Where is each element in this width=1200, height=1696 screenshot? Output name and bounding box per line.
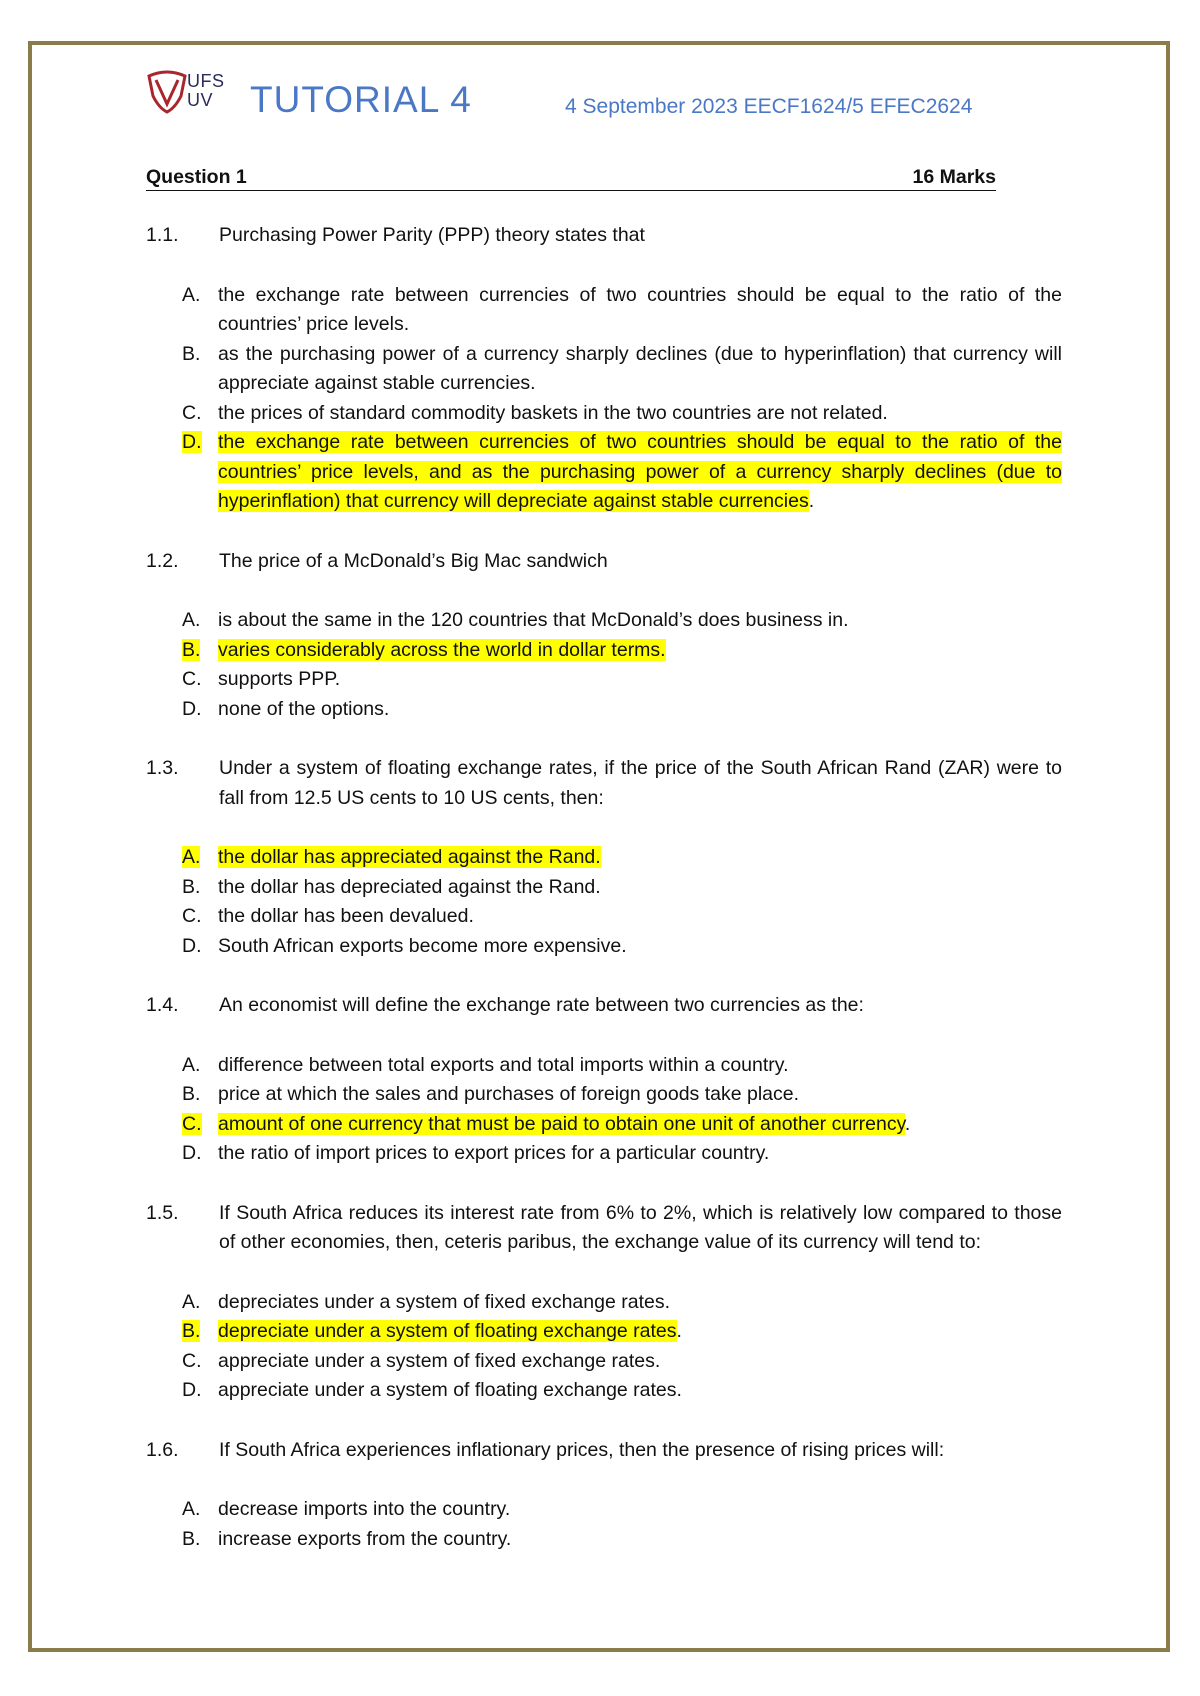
item-number: 1.5. xyxy=(146,1201,179,1224)
question-item xyxy=(146,1436,1062,1466)
option-suffix: . xyxy=(676,1320,682,1342)
option-list xyxy=(146,1051,1062,1169)
option-text: the exchange rate between currencies of two countries should be equal to the ratio of the countries’ price levels. xyxy=(218,283,1062,335)
question-item xyxy=(146,221,1062,251)
option-text-highlighted: amount of one currency that must be paid to obtain one unit of another currency xyxy=(218,1112,905,1135)
course-info: 4 September 2023 EECF1624/5 EFEC2624 xyxy=(565,95,973,118)
option-letter: B. xyxy=(182,875,201,898)
option-row xyxy=(182,695,1062,725)
option-row xyxy=(182,399,1062,429)
option-row xyxy=(182,606,1062,636)
option-letter: A. xyxy=(182,1498,201,1520)
option-letter: B. xyxy=(182,342,201,365)
question-label: Question 1 xyxy=(146,166,247,188)
item-number: 1.6. xyxy=(146,1438,179,1461)
option-text: the dollar has been devalued. xyxy=(218,905,474,927)
option-letter: C. xyxy=(182,1349,202,1372)
option-row xyxy=(182,1139,1062,1169)
ufs-logo xyxy=(145,70,245,120)
option-letter: B. xyxy=(182,1083,201,1105)
logo-text-ufs: UFS xyxy=(187,71,225,91)
option-text-highlighted: the dollar has appreciated against the Rand. xyxy=(218,846,601,868)
item-number: 1.1. xyxy=(146,224,179,246)
option-list xyxy=(146,606,1062,724)
option-row xyxy=(182,1080,1062,1110)
question-item xyxy=(146,547,1062,577)
item-stem: Under a system of floating exchange rates, if the price of the South African Rand (ZAR) were to fall from 12.5 US cents to 10 US cents, then: xyxy=(219,757,1062,809)
option-row xyxy=(182,1051,1062,1081)
document-body xyxy=(146,164,1062,1554)
item-number: 1.4. xyxy=(146,994,179,1016)
item-stem: An economist will define the exchange rate between two currencies as the: xyxy=(219,994,864,1016)
option-letter: B. xyxy=(182,638,201,661)
option-letter: D. xyxy=(182,431,202,453)
option-suffix: . xyxy=(808,490,815,512)
option-text: price at which the sales and purchases of foreign goods take place. xyxy=(218,1083,800,1105)
option-letter: D. xyxy=(182,934,202,957)
option-row xyxy=(182,281,1062,340)
option-text: none of the options. xyxy=(218,697,390,720)
option-list xyxy=(146,1288,1062,1406)
option-row xyxy=(182,873,1062,903)
option-letter: A. xyxy=(182,609,201,631)
option-letter: A. xyxy=(182,283,201,306)
option-row xyxy=(182,340,1062,399)
logo-wordmark xyxy=(187,72,225,110)
option-letter: A. xyxy=(182,846,201,868)
option-text: increase exports from the country. xyxy=(218,1527,512,1550)
option-row xyxy=(182,636,1062,666)
logo-text-uv: UV xyxy=(187,90,214,110)
option-text: is about the same in the 120 countries that McDonald’s does business in. xyxy=(218,609,849,631)
option-letter: C. xyxy=(182,401,202,424)
question-heading xyxy=(146,164,996,191)
question-items xyxy=(146,221,1062,1554)
option-list xyxy=(146,1495,1062,1554)
option-text: decrease imports into the country. xyxy=(218,1498,511,1520)
option-row xyxy=(182,1288,1062,1318)
option-text: appreciate under a system of fixed exchange rates. xyxy=(218,1349,661,1372)
option-letter: B. xyxy=(182,1527,201,1550)
option-text: depreciates under a system of fixed exchange rates. xyxy=(218,1290,671,1313)
option-letter: D. xyxy=(182,1142,202,1164)
question-item xyxy=(146,1199,1062,1258)
option-text-highlighted: the exchange rate between currencies of two countries should be equal to the ratio of the countries’ price levels, and as the purchasing power of a currency sharply declines (due to hyperinflation) that currency will depreciate against stable currencies xyxy=(218,431,1062,512)
question-item xyxy=(146,754,1062,813)
option-row xyxy=(182,665,1062,695)
option-letter: C. xyxy=(182,668,202,690)
item-stem: Purchasing Power Parity (PPP) theory states that xyxy=(219,224,645,246)
document-header xyxy=(145,70,1045,130)
option-letter: A. xyxy=(182,1053,201,1076)
item-stem: If South Africa reduces its interest rate from 6% to 2%, which is relatively low compared to those of other economies, then, ceteris paribus, the exchange value of its currency will tend to: xyxy=(219,1201,1062,1253)
option-row xyxy=(182,1110,1062,1140)
item-number: 1.2. xyxy=(146,549,179,572)
option-row xyxy=(182,428,1062,517)
option-text: difference between total exports and total imports within a country. xyxy=(218,1053,789,1076)
tutorial-title: TUTORIAL 4 xyxy=(250,79,472,120)
question-marks: 16 Marks xyxy=(912,166,996,188)
ufs-shield-icon xyxy=(145,70,189,114)
option-text: supports PPP. xyxy=(218,668,341,690)
option-text: the ratio of import prices to export prices for a particular country. xyxy=(218,1142,770,1164)
option-list xyxy=(146,843,1062,961)
option-text-highlighted: varies considerably across the world in dollar terms. xyxy=(218,638,666,661)
option-text: the dollar has depreciated against the Rand. xyxy=(218,875,601,898)
option-row xyxy=(182,843,1062,873)
option-list xyxy=(146,281,1062,517)
item-stem: If South Africa experiences inflationary prices, then the presence of rising prices will: xyxy=(219,1438,945,1461)
item-stem: The price of a McDonald’s Big Mac sandwich xyxy=(219,549,608,572)
item-number: 1.3. xyxy=(146,757,179,779)
option-letter: A. xyxy=(182,1290,201,1313)
option-row xyxy=(182,1317,1062,1347)
option-letter: C. xyxy=(182,1112,202,1135)
option-row xyxy=(182,1525,1062,1555)
option-text: as the purchasing power of a currency sharply declines (due to hyperinflation) that currency will appreciate against stable currencies. xyxy=(218,342,1062,394)
option-row xyxy=(182,932,1062,962)
option-text-highlighted: depreciate under a system of floating exchange rates xyxy=(218,1320,677,1342)
option-text: the prices of standard commodity baskets in the two countries are not related. xyxy=(218,401,888,424)
option-text: South African exports become more expensive. xyxy=(218,934,627,957)
option-row xyxy=(182,1495,1062,1525)
option-suffix: . xyxy=(904,1112,911,1135)
option-letter: B. xyxy=(182,1320,201,1342)
option-letter: D. xyxy=(182,1379,202,1401)
option-text: appreciate under a system of floating exchange rates. xyxy=(218,1379,682,1401)
option-letter: C. xyxy=(182,905,202,927)
option-row xyxy=(182,1376,1062,1406)
option-row xyxy=(182,902,1062,932)
option-letter: D. xyxy=(182,697,202,720)
option-row xyxy=(182,1347,1062,1377)
question-item xyxy=(146,991,1062,1021)
